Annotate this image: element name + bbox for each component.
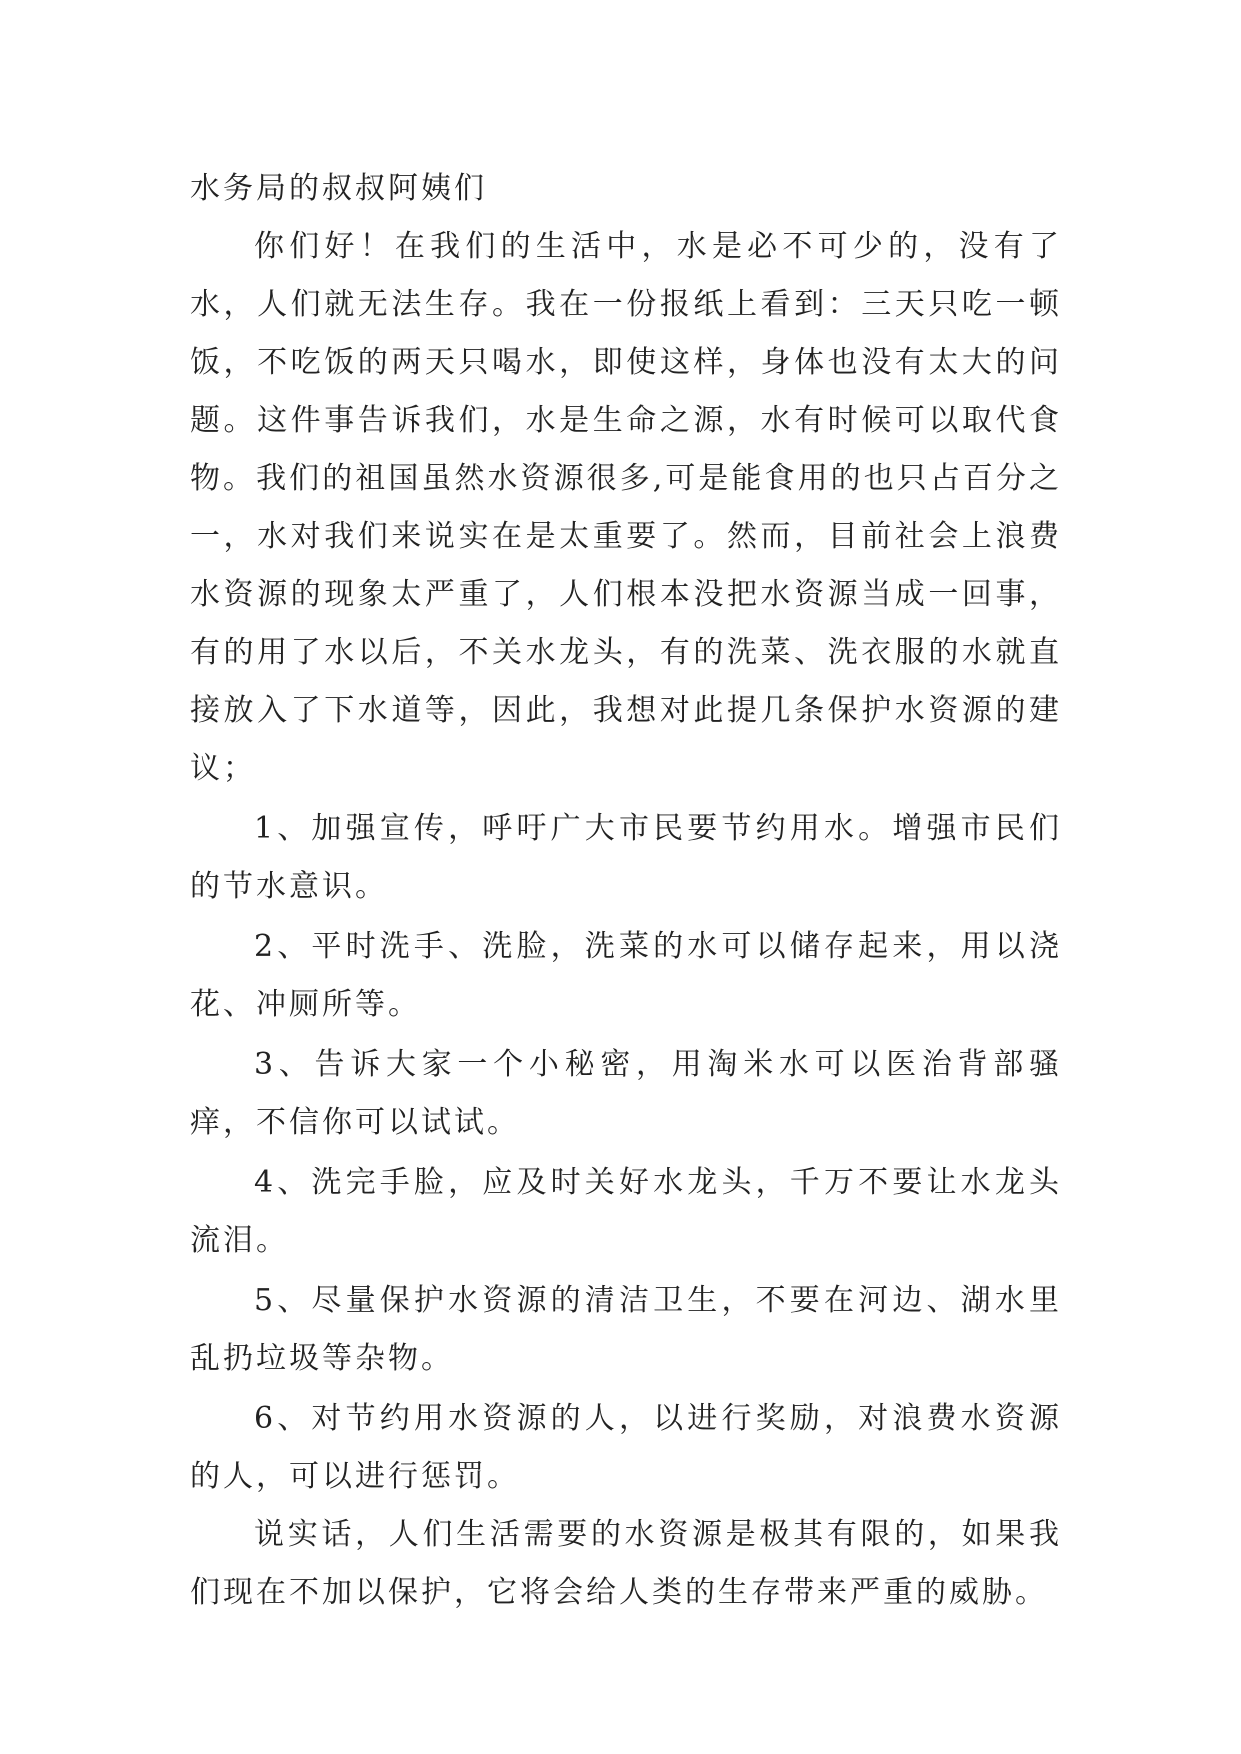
salutation: 水务局的叔叔阿姨们 (190, 171, 487, 206)
intro-paragraph: 你们好！在我们的生活中，水是必不可少的，没有了水，人们就无法生存。我在一份报纸上看到：三天只吃一顿饭，不吃饭的两天只喝水，即使这样，身体也没有太大的问题。这件事告诉我们，水是生命之源，水有时候可以取代食物。我们的祖国虽然水资源很多,可是能食用的也只占百分之一，水对我们来说实在是太重要了。然而，目前社会上浪费水资源的现象太严重了，人们根本没把水资源当成一回事，有的用了水以后，不关水龙头，有的洗菜、洗衣服的水就直接放入了下水道等，因此，我想对此提几条保护水资源的建议； (190, 229, 1062, 786)
suggestion-5: 5、尽量保护水资源的清洁卫生，不要在河边、湖水里乱扔垃圾等杂物。 (190, 1283, 1062, 1376)
suggestion-2: 2、平时洗手、洗脸，洗菜的水可以储存起来，用以浇花、冲厕所等。 (190, 929, 1062, 1022)
suggestion-1: 1、加强宣传，呼吁广大市民要节约用水。增强市民们的节水意识。 (190, 811, 1062, 904)
suggestion-4: 4、洗完手脸，应及时关好水龙头，千万不要让水龙头流泪。 (190, 1165, 1062, 1258)
suggestion-3: 3、告诉大家一个小秘密，用淘米水可以医治背部骚痒，不信你可以试试。 (190, 1047, 1062, 1140)
letter-body (190, 160, 1062, 1622)
closing-paragraph: 说实话，人们生活需要的水资源是极其有限的，如果我们现在不加以保护，它将会给人类的生存带来严重的威胁。 (190, 1517, 1062, 1610)
suggestion-6: 6、对节约用水资源的人，以进行奖励，对浪费水资源的人，可以进行惩罚。 (190, 1401, 1062, 1494)
